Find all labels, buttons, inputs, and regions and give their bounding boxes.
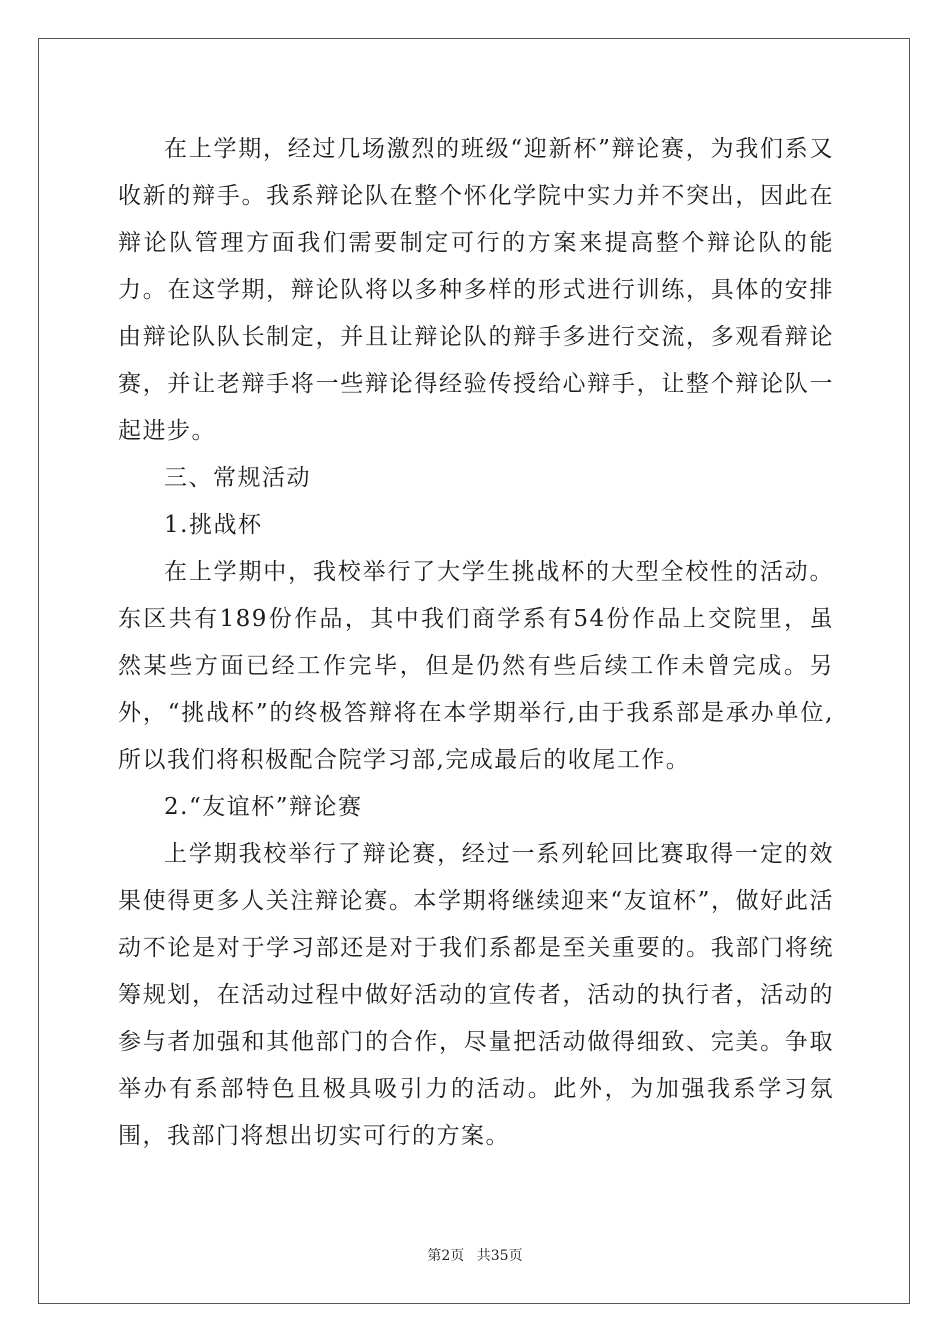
page-total: 共35页 <box>476 1248 523 1264</box>
subheading-challenge-cup: 1.挑战杯 <box>164 512 263 538</box>
subheading-friendship-cup: 2.“友谊杯”辩论赛 <box>164 794 363 820</box>
document-body <box>118 126 834 1160</box>
page-footer <box>0 1245 950 1265</box>
paragraph-challenge-cup: 在上学期中，我校举行了大学生挑战杯的大型全校性的活动。东区共有189份作品，其中我们商学系有54份作品上交院里，虽然某些方面已经工作完毕，但是仍然有些后续工作未曾完成。另外，“挑战杯”的终极答辩将在本学期举行,由于我系部是承办单位,所以我们将积极配合院学习部,完成最后的收尾工作。 <box>118 559 834 773</box>
paragraph-debate-team: 在上学期，经过几场激烈的班级“迎新杯”辩论赛，为我们系又收新的辩手。我系辩论队在整个怀化学院中实力并不突出，因此在辩论队管理方面我们需要制定可行的方案来提高整个辩论队的能力。在这学期，辩论队将以多种多样的形式进行训练，具体的安排由辩论队队长制定，并且让辩论队的辩手多进行交流，多观看辩论赛，并让老辩手将一些辩论得经验传授给心辩手，让整个辩论队一起进步。 <box>118 136 834 444</box>
paragraph-friendship-cup: 上学期我校举行了辩论赛，经过一系列轮回比赛取得一定的效果使得更多人关注辩论赛。本学期将继续迎来“友谊杯”，做好此活动不论是对于学习部还是对于我们系都是至关重要的。我部门将统筹规划，在活动过程中做好活动的宣传者，活动的执行者，活动的参与者加强和其他部门的合作，尽量把活动做得细致、完美。争取举办有系部特色且极具吸引力的活动。此外，为加强我系学习氛围，我部门将想出切实可行的方案。 <box>118 841 834 1149</box>
section-heading-routine-activities: 三、常规活动 <box>164 465 311 491</box>
page-number: 第2页 <box>427 1248 465 1264</box>
